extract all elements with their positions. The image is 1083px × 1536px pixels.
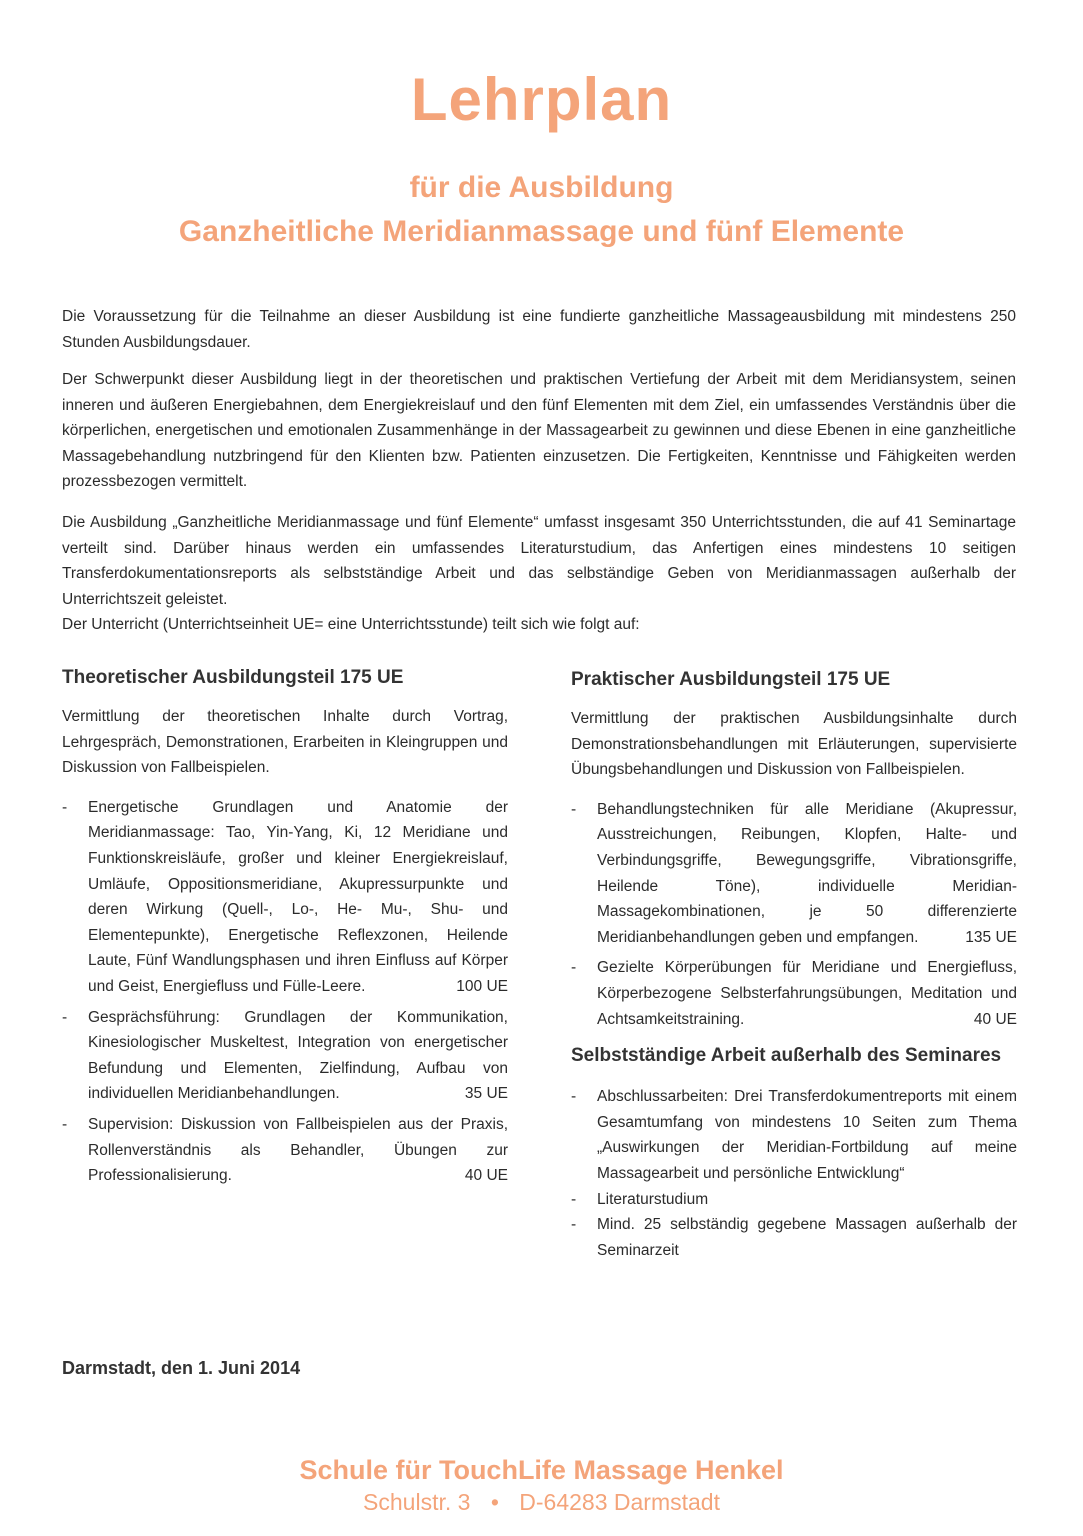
footer-city: D-64283 Darmstadt — [519, 1489, 720, 1515]
date-line: Darmstadt, den 1. Juni 2014 — [62, 1358, 301, 1378]
list-item-text: Gezielte Körperübungen für Meridiane und Energiefluss, Körperbezogene Selbsterfahrungsübungen, Meditation und Achtsamkeitstraining. — [597, 959, 1017, 1028]
list-item — [62, 795, 508, 1000]
page-title: Lehrplan — [410, 66, 673, 133]
list-item-text: Energetische Grundlagen und Anatomie der Meridianmassage: Tao, Yin-Yang, Ki, 12 Meridiane und Funktionskreisläufe, großer und kleiner Energiekreislauf, Umläufe, Oppositionsmeridiane, Akupressurpunkte und deren Wirkung (Quell-, Lo-, He- Mu-, Shu- und Elementepunkte), Energetische Reflexzonen, Heilende Laute, Fünf Wandlungsphasen und ihren Einfluss auf Körper und Geist, Energiefluss und Fülle-Leere. — [88, 798, 508, 995]
list-item — [62, 1112, 508, 1189]
ue-value: 40 UE — [464, 1167, 508, 1185]
dash-marker: - — [62, 1008, 68, 1026]
subtitle-line2: Ganzheitliche Meridianmassage und fünf Elemente — [178, 215, 905, 248]
footer-street: Schulstr. 3 — [363, 1489, 471, 1515]
theory-intro: Vermittlung der theoretischen Inhalte durch Vortrag, Lehrgespräch, Demonstrationen, Erarbeiten in Kleingruppen und Diskussion von Fallbeispielen. — [62, 708, 508, 777]
list-item-text: Abschlussarbeiten: Drei Transferdokumentreports mit einem Gesamtumfang von mindestens 10 Seiten zum Thema „Auswirkungen der Meridian-Fortbildung auf meine Massagearbeit und persönliche Entwicklung“ — [597, 1088, 1017, 1182]
list-item-text: Gesprächsführung: Grundlagen der Kommunikation, Kinesiologischer Muskeltest, Integration von energetischer Befundung und Elementen, Zielfindung, Aufbau von individuellen Meridianbehandlungen. — [88, 1008, 508, 1103]
dash-marker: - — [571, 1088, 577, 1106]
dash-marker: - — [62, 798, 68, 816]
dash-marker: - — [571, 1216, 577, 1234]
intro-paragraph-prerequisite: Die Voraussetzung für die Teilnahme an dieser Ausbildung ist eine fundierte ganzheitliche Massageausbildung mit mindestens 250 Stunden Ausbildungsdauer. — [62, 308, 1016, 351]
dash-marker: - — [571, 800, 577, 818]
selfwork-heading: Selbstständige Arbeit außerhalb des Seminares — [571, 1045, 1002, 1067]
list-item — [571, 1212, 1017, 1263]
list-item-text: Supervision: Diskussion von Fallbeispielen aus der Praxis, Rollenverständnis als Behandler, Übungen zur Professionalisierung. — [88, 1115, 508, 1185]
practice-column — [571, 666, 1017, 1263]
practice-intro: Vermittlung der praktischen Ausbildungsinhalte durch Demonstrationsbehandlungen mit Erläuterungen, supervisierte Übungsbehandlungen und Diskussion von Fallbeispielen. — [571, 710, 1017, 779]
ue-value: 100 UE — [456, 977, 508, 995]
footer-address — [0, 1486, 1083, 1518]
list-item — [571, 1084, 1017, 1186]
list-item — [571, 797, 1017, 951]
list-item-text: Literaturstudium — [597, 1190, 709, 1208]
ue-value: 135 UE — [965, 928, 1017, 946]
ue-value: 35 UE — [464, 1085, 508, 1103]
list-item — [571, 955, 1017, 1032]
footer-school-name: Schule für TouchLife Massage Henkel — [299, 1455, 784, 1485]
ue-value: 40 UE — [973, 1010, 1017, 1028]
dash-marker: - — [62, 1115, 68, 1133]
dash-marker: - — [571, 959, 577, 977]
footer-separator: • — [490, 1489, 499, 1515]
subtitle-line1: für die Ausbildung — [409, 171, 674, 204]
theory-heading: Theoretischer Ausbildungsteil 175 UE — [62, 667, 404, 688]
theory-column — [62, 664, 508, 1194]
intro-paragraph-focus: Der Schwerpunkt dieser Ausbildung liegt in der theoretischen und praktischen Vertiefung der Arbeit mit dem Meridiansystem, seinen inneren und äußeren Energiebahnen, dem Energiekreislauf und den fünf Elementen mit dem Ziel, ein umfassendes Verständnis über die körperlichen, energetischen und emotionalen Zusammenhänge in der Massagearbeit zu gewinnen und diese Ebenen in eine ganzheitliche Massagebehandlung nutzbringend für den Klienten bzw. Patienten einzusetzen. Die Fertigkeiten, Kenntnisse und Fähigkeiten werden prozessbezogen vermittelt. — [62, 371, 1016, 491]
practice-list — [571, 797, 1017, 1032]
dash-marker: - — [571, 1190, 577, 1208]
list-item — [571, 1187, 1017, 1213]
theory-list — [62, 795, 508, 1189]
practice-heading: Praktischer Ausbildungsteil 175 UE — [571, 669, 891, 690]
list-item-text: Mind. 25 selbständig gegebene Massagen außerhalb der Seminarzeit — [597, 1216, 1017, 1259]
selfwork-list — [571, 1084, 1017, 1263]
list-item — [62, 1005, 508, 1107]
intro-paragraph-scope: Die Ausbildung „Ganzheitliche Meridianmassage und fünf Elemente“ umfasst insgesamt 350 Unterrichtsstunden, die auf 41 Seminartage verteilt sind. Darüber hinaus werden ein umfassendes Literaturstudium, das Anfertigen eines mindestens 10 seitigen Transferdokumentationsreports als selbstständige Arbeit und das selbständige Geben von Meridianmassagen außerhalb der Unterrichtszeit geleistet. — [62, 514, 1016, 608]
list-item-text: Behandlungstechniken für alle Meridiane (Akupressur, Ausstreichungen, Reibungen, Klopfen, Halte- und Verbindungsgriffe, Bewegungsgriffe, Vibrationsgriffe, Heilende Töne), individuelle Meridian-Massagekombinationen, je 50 differenzierte Meridianbehandlungen geben und empfangen. — [597, 800, 1017, 946]
intro-paragraph-breakdown: Der Unterricht (Unterrichtseinheit UE= eine Unterrichtsstunde) teilt sich wie folgt auf: — [62, 616, 640, 633]
